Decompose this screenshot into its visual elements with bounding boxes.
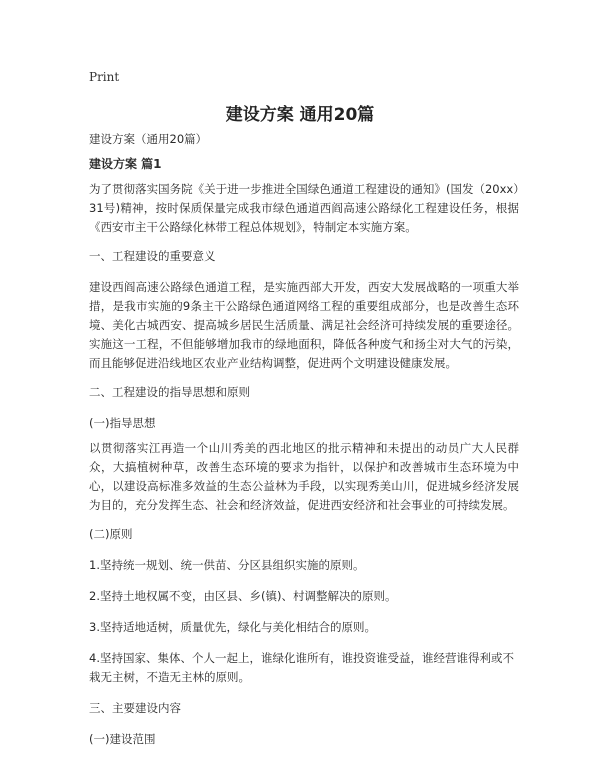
heading-main-content: 三、主要建设内容 xyxy=(89,701,181,715)
heading-guiding-principles: 二、工程建设的指导思想和原则 xyxy=(89,385,250,399)
significance-paragraph: 建设西阎高速公路绿色通道工程，是实施西部大开发，西安大发展战略的一项重大举措，是我市实施的9条主干公路绿色通道网络工程的重要组成部分，也是改善生态环境、美化古城西安、提高城乡居民生活质量、满足社会经济可持续发展的重要途径。实施这一工程，不但能够增加我市的绿地面积，降低各种废气和扬尘对大气的污染，而且能够促进沿线地区农业产业结构调整，促进两个文明建设健康发展。 xyxy=(89,280,519,370)
principle-item: 3.坚持适地适树，质量优先，绿化与美化相结合的原则。 xyxy=(89,620,376,634)
principle-item: 2.坚持土地权属不变，由区县、乡(镇)、村调整解决的原则。 xyxy=(89,589,397,603)
intro-paragraph: 为了贯彻落实国务院《关于进一步推进全国绿色通道工程建设的通知》(国发（20xx）31号)精神，按时保质保量完成我市绿色通道西阎高速公路绿化工程建设任务，根据《西安市主干公路绿化林带工程总体规划》，特制定本实施方案。 xyxy=(89,182,519,234)
subheading-principles: (二)原则 xyxy=(89,527,133,541)
guiding-thought-paragraph: 以贯彻落实江再造一个山川秀美的西北地区的批示精神和未提出的动员广大人民群众，大搞植树种草，改善生态环境的要求为指针，以保护和改善城市生态环境为中心，以建设高标准多效益的生态公益林为手段，以实现秀美山川，促进城乡经济发展为目的，充分发挥生态、社会和经济效益，促进西安经济和社会事业的可持续发展。 xyxy=(89,441,519,512)
subheading-guiding-thought: (一)指导思想 xyxy=(89,416,156,430)
print-link[interactable]: Print xyxy=(89,70,120,84)
section-heading: 建设方案 篇1 xyxy=(89,157,162,171)
principle-item: 4.坚持国家、集体、个人一起上，谁绿化谁所有，谁投资谁受益，谁经营谁得利或不栽无主树，不造无主林的原则。 xyxy=(89,651,514,684)
heading-significance: 一、工程建设的重要意义 xyxy=(89,249,216,263)
document-subtitle: 建设方案（通用20篇） xyxy=(89,132,208,146)
subheading-scope: (一)建设范围 xyxy=(89,732,156,746)
document-body xyxy=(89,130,519,755)
principle-item: 1.坚持统一规划、统一供苗、分区县组织实施的原则。 xyxy=(89,558,365,572)
document-title: 建设方案 通用20篇 xyxy=(225,105,375,125)
